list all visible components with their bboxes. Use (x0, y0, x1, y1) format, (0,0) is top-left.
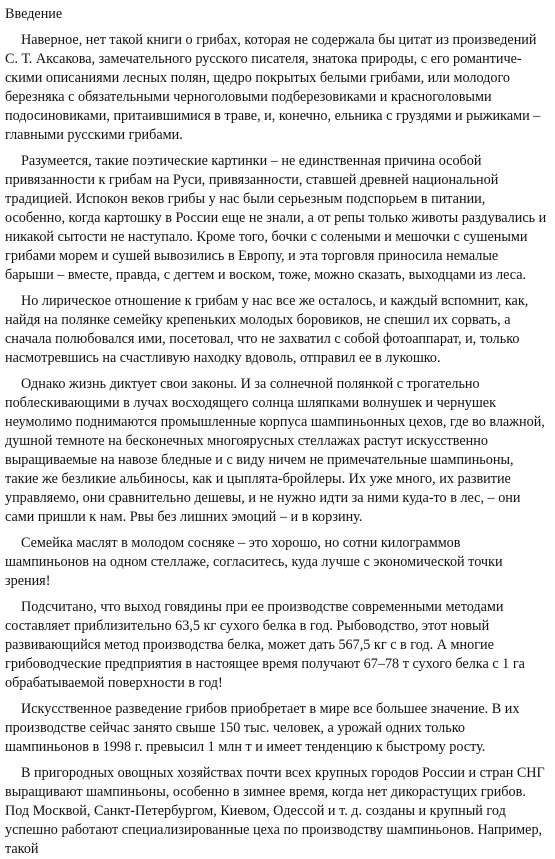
paragraph-3: Но лирическое отношение к грибам у нас все же осталось, и каждый вспомнит, как, найдя на полянке семейку крепеньких молодых боровиков, не спешил их сорвать, а сначала полюбовался ими, посетовал, что не захватил с собой фотоаппарат, и, только насмотревшись на счастливую находку вдоволь, отправил ее в лукошко. (5, 293, 529, 366)
paragraph-1: Наверное, нет такой книги о грибах, которая не содержала бы цитат из произведений С. Т. Аксакова, замечательного русского писателя, знатока природы, с его романтиче-скими описаниями лесных полян, щедро покрытых белыми грибами, или молодого березняка с обязательными черноголовыми подберезовиками и красноголовыми подосиновиками, притаившимися в траве, и, конечно, ельника с груздями и рыжиками – главными русскими грибами. (5, 32, 541, 143)
section-heading: Введение (5, 6, 63, 22)
paragraph-2: Разумеется, такие поэтические картинки – не единственная причина особой привязанности к грибам на Руси, привязанности, ставшей древней национальной традицией. Испокон веков грибы у нас были серьезным подспорьем в питании, особенно, когда картошку в России еще не знали, а от репы только животы раздувались и никакой сытости не наступало. Кроме того, бочки с солеными и мешочки с сушеными грибами морем и сушей вывозились в Европу, и эта торговля приносила немалые барыши – вместе, правда, с дегтем и воском, тоже, можно сказать, выходцами из леса. (5, 153, 547, 283)
paragraph-7: Искусственное разведение грибов приобретает в мире все большее значение. В их производстве сейчас занято свыше 150 тыс. человек, а урожай одних только шампиньонов в 1998 г. превысил 1 млн т и имеет тенденцию к быстрому росту. (5, 701, 520, 755)
paragraph-5: Семейка маслят в молодом сосняке – это хорошо, но сотни килограммов шампиньонов на одном стеллаже, согласитесь, куда лучше с экономической точки зрения! (5, 535, 503, 589)
paragraph-6: Подсчитано, что выход говядины при ее производстве современными методами составляет приблизительно 63,5 кг сухого белка в год. Рыбоводство, этот новый развивающийся метод производства белка, может дать 567,5 кг с в год. А многие грибоводческие предприятия в настоящее время получают 67–78 т сухого белка с 1 га обрабатываемой поверхности в год! (5, 599, 525, 691)
paragraph-8: В пригородных овощных хозяйствах почти всех крупных городов России и стран СНГ выращивают шампиньоны, особенно в зимнее время, когда нет дикорастущих грибов. Под Москвой, Санкт-Петербургом, Киевом, Одессой и т. д. созданы и крупный год успешно работают специализированные цеха по производству шампиньонов. Например, такой (5, 765, 545, 857)
paragraph-4: Однако жизнь диктует свои законы. И за солнечной полянкой с трогательно поблескивающими в лучах восходящего солнца шляпками волнушек и чернушек неумолимо поднимаются промышленные корпуса шампиньонных цехов, где во влажной, душной темноте на бесконечных многоярусных стеллажах растут искусственно выращиваемые на навозе бледные и с виду ничем не примечательные шампиньоны, такие же безликие альбиносы, как и цыплята-бройлеры. Их уже много, их развитие управляемо, они сравнительно дешевы, и не нужно идти за ними куда-то в лес, – они сами пришли к нам. Рвы без лишних эмоций – и в корзину. (5, 376, 545, 525)
